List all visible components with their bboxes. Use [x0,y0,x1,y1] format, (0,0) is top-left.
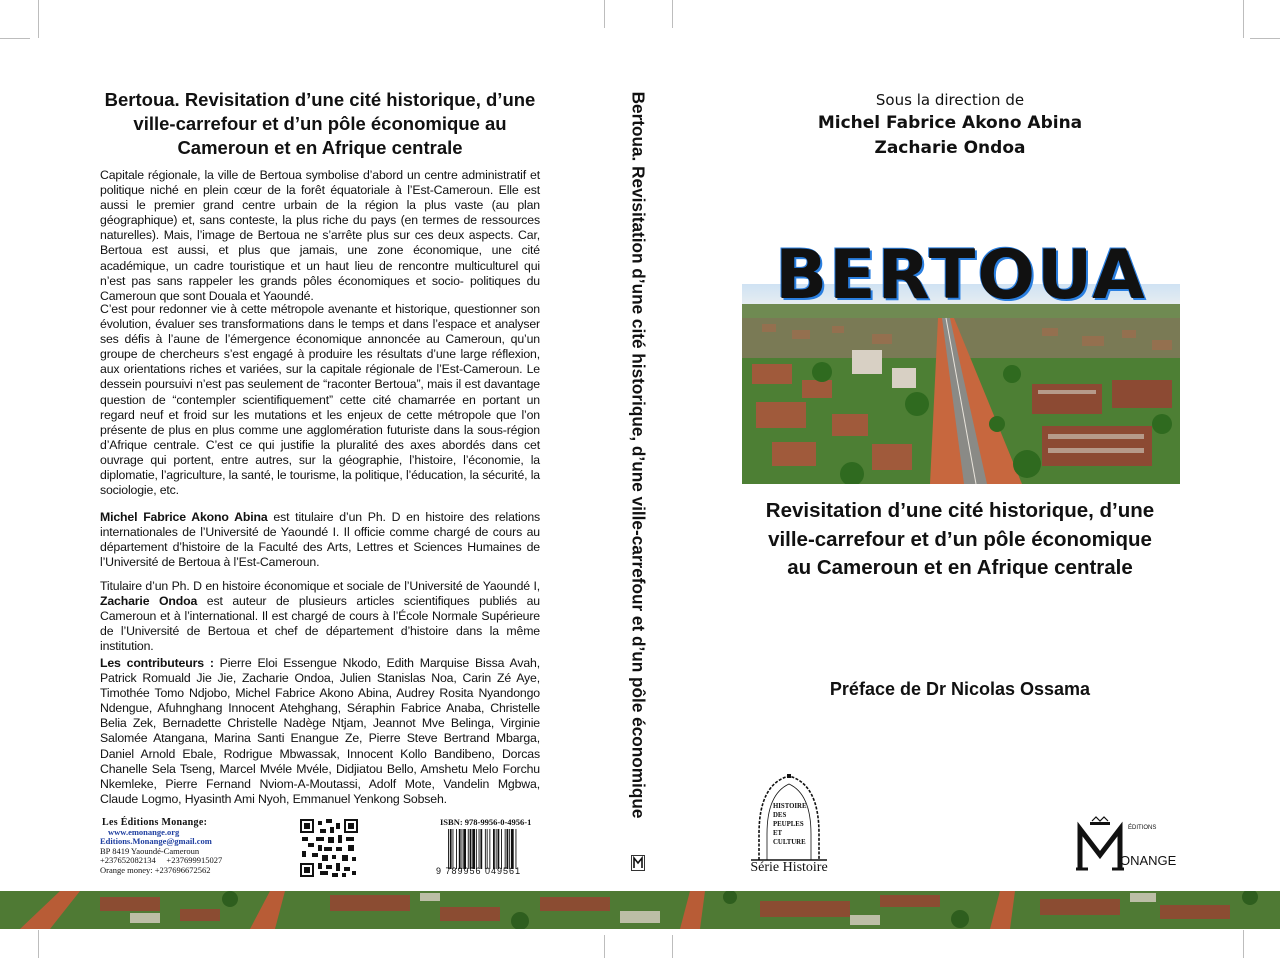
series-logo-text: ET [773,830,782,837]
barcode-bar [487,829,488,869]
publisher-orange-money: Orange money: +237696672562 [100,864,211,875]
barcode-bar [489,829,490,869]
barcode-bar [498,829,500,869]
publisher-phones: +237652082134 +237699915027 [100,855,223,866]
series-logo-dome-icon [737,774,841,862]
contributors-names: Pierre Eloi Essengue Nkodo, Edith Marquise Bissa Avah, Patrick Romuald Jie Jie, Zacharie Ondoa, Julien Stanislas Noa, Carin Zé Aye, Timothée Tomo Ndjobo, Michel Fabrice Akono Abina, Audrey Rosita Nyandongo Ndengue, Afuhnghang Innocent Atehghang, Séraphin Fabrice Anaba, Christelle Belia Zek, Bernadette Christelle Nadège Ntjam, Jeannot Mve Belinga, Virginie Salomée Atangana, Marina Santi Enangue Ze, Pierre Steve Bertrand Mbarga, Daniel Arnold Ebale, Rodrigue Mbwassak, Innocent Kollo Bandibeno, Dorcas Chanelle Sela Tseng, Marcel Mvéle Mvéle, Didjiatou Bello, Amshetu Melo Forchu Nkemleke, Pierre Fernand Nviom-A-Moutassi, Adolf Mote, Vandelin Mgbwa, Claude Logmo, Hyasinth Ami Nyoh, Emmanuel Yenkong Sobseh. [100,656,540,806]
publisher-email: Editions.Monange@gmail.com [100,836,212,847]
barcode-bar [505,829,506,869]
series-logo-text: HISTOIRE [773,803,807,810]
crop-mark [604,935,605,958]
series-logo-text: DES [773,812,787,819]
crop-mark [1243,0,1244,38]
publisher-contact-block [100,818,250,876]
editor-name-1: Michel Fabrice Akono Abina [817,113,1083,133]
crop-mark [1250,38,1280,39]
barcode-bar [462,829,463,869]
big-title: BERTOUA [775,236,1147,315]
barcode-bar [448,829,449,869]
subtitle-line: Revisitation d’une cité historique, d’une [765,499,1155,522]
series-label: Série Histoire [750,860,828,875]
subtitle-line: au Cameroun et en Afrique centrale [787,556,1133,579]
crop-mark [38,0,39,38]
publisher-address: BP 8419 Yaoundé-Cameroun [100,845,200,856]
crop-mark [38,930,39,958]
barcode-bar [485,829,486,869]
barcode-bar [453,829,454,869]
author-bio-text: Titulaire d’un Ph. D en histoire économique et sociale de l’Université de Yaoundé I, [100,579,540,593]
author-bio-text: est titulaire d’un Ph. D en histoire des relations internationales de l’Université de Yaoundé I. Il officie comme chargé de cours au département d’histoire de la Faculté des Arts, Lettres et Sciences Humaines de l’Université de Bertoua à l’Est-Cameroun. [100,510,541,570]
barcode-bar [479,829,480,869]
isbn-label: ISBN: 978-9956-0-4956-1 [440,817,532,827]
barcode-bar [507,829,509,869]
svg-text:ÉDITIONS: ÉDITIONS [1128,825,1157,831]
barcode [446,829,540,869]
qr-code [300,819,358,877]
back-cover-title: Bertoua. Revisitation d’une cité historique, d’une ville-carrefour et d’un pôle économique au Cameroun et en Afrique centrale [104,89,536,158]
series-logo-text: PEUPLES [773,821,804,828]
summary-paragraph-2: C’est pour redonner vie à cette métropole avenante et historique, questionner son évolution, évaluer ses transformations dans le temps et dans l’espace et analyser ses défis à l’aune de l’émergence économique annoncée au Cameroun, qu’un groupe de chercheurs s’est engagé à produire les résultats d’une large réflexion, aux orientations riches et variées, sur la capitale régionale de l’Est-Cameroun. Le dessein poursuivi n’est pas seulement de “raconter Bertoua”, mais il est davantage question de “contempler scientifiquement” cette cité chamarrée en portant un regard neuf et froid sur les mutations et les enjeux de cette métropole que l’on présente de plus en plus comme une agglomération futuriste dans la sous-région d’Afrique centrale. C’est ce qui justifie la pluralité des axes abordés dans cet ouvrage qui portent, entre autres, sur la géographie, l’histoire, l’économie, la diplomatie, l’agriculture, la santé, le tourisme, la politique, l’éducation, la sécurité, la sociologie, etc. [100,302,540,498]
crop-mark [0,38,30,39]
svg-text:HISTOIRE DES PEUPLES [773,803,808,846]
author-bio-text: est auteur de plusieurs articles scientifiques publiés au Cameroun et à l’international. Il est chargé de cours à l’École Normale Supérieure de l’Université de Bertoua et chef de département d’histoire dans la même institution. [100,594,540,654]
spine-title: Bertoua. Revisitation d’une cité historique, d’une ville-carrefour et d’un pôle économique [628,91,649,819]
direction-label: Sous la direction de [875,91,1025,109]
barcode-bar [476,829,477,869]
crop-mark [672,935,673,958]
contributors-label: Les contributeurs : [100,656,214,670]
barcode-bar [509,829,510,869]
contributors-list [100,656,540,807]
barcode-bar [516,829,517,869]
crop-mark [604,0,605,28]
summary-paragraph-1: Capitale régionale, la ville de Bertoua symbolise d’abord un centre administratif et politique niché en plein cœur de la forêt équatoriale à l’Est-Cameroun. Elle est aussi le premier grand centre urbain de la région la plus vaste (au plan géographique) et, sans conteste, la plus riche du pays (en termes de ressources naturelles). Mais, l’image de Bertoua ne s’arrête plus sur ces deux aspects. Car, Bertoua est aussi, et plus que jamais, une zone économique, une cité académique, un cadre touristique et un haut lieu de rencontre multiculturel qui n’est pas sans rappeler les grands pôles économiques et socio- politiques du Cameroun que sont Douala et Yaoundé. [100,168,540,303]
author-name: Michel Fabrice Akono Abina [100,510,268,524]
barcode-bar [511,829,514,869]
barcode-bar [501,829,502,869]
barcode-bar [459,829,461,869]
barcode-bar [496,829,497,869]
author-bio-2 [100,579,540,654]
barcode-bar [493,829,495,869]
barcode-bar [468,829,469,869]
svg-text:ONANGE: ONANGE [1120,853,1177,868]
series-logo-text: CULTURE [773,839,806,846]
bottom-photo-strip [0,891,1280,929]
crop-mark [1243,930,1244,958]
subtitle-line: ville-carrefour et d’un pôle économique [768,527,1152,551]
preface-credit: Préface de Dr Nicolas Ossama [829,679,1091,699]
author-name: Zacharie Ondoa [100,594,198,609]
isbn-digits: 9 789956 049561 [436,866,522,876]
publisher-logo [1072,815,1184,875]
publisher-website: www.emonange.org [108,826,180,837]
barcode-bar [480,829,482,869]
barcode-bar [450,829,452,869]
barcode-bar [456,829,457,869]
barcode-bar [470,829,472,869]
publisher-spine-logo [631,855,645,871]
crop-mark [672,0,673,28]
barcode-bar [472,829,475,869]
author-bio-1 [100,510,540,570]
barcode-bar [463,829,466,869]
publisher-name: Les Éditions Monange: [102,817,208,828]
editor-name-2: Zacharie Ondoa [874,138,1026,158]
front-subtitle [730,497,1190,583]
